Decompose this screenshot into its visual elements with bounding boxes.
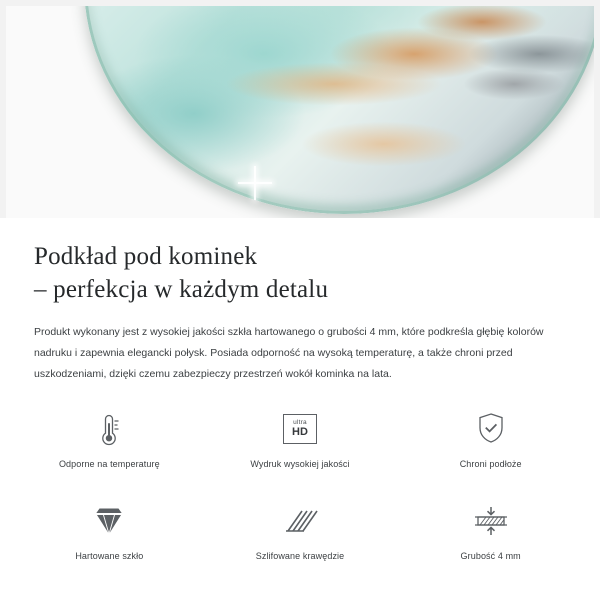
- feature-label: Hartowane szkło: [75, 551, 144, 561]
- board-edge: [84, 6, 594, 214]
- ultra-hd-badge-top: ultra: [293, 418, 307, 426]
- hero-image: [0, 0, 600, 218]
- feature-item-tempered-glass: [14, 499, 205, 585]
- page-title: [34, 240, 566, 306]
- feature-item-temperature: [14, 407, 205, 493]
- feature-label: Odporne na temperaturę: [58, 459, 160, 469]
- polished-edges-icon: [282, 499, 318, 543]
- headline-line-1: Podkład pod kominek: [34, 243, 258, 270]
- feature-label: Wydruk wysokiej jakości: [250, 459, 350, 469]
- diamond-icon: [89, 499, 129, 543]
- ultra-hd-icon: [283, 407, 317, 451]
- description-paragraph: Produkt wykonany jest z wysokiej jakości szkła hartowanego o grubości 4 mm, które podkreśla głębię kolorów nadruku i zapewnia elegancki połysk. Posiada odporność na wysoką temperaturę, a także chroni przed uszkodzeniami, dzięki czemu zabezpieczy przestrzeń wokół kominka na lata.: [34, 326, 544, 380]
- glass-board-image: [84, 6, 594, 214]
- text-content: [0, 218, 600, 385]
- feature-item-protection: [395, 407, 586, 493]
- thermometer-icon: [92, 407, 126, 451]
- feature-item-thickness: [395, 499, 586, 585]
- feature-item-polished-edges: [205, 499, 396, 585]
- feature-item-print-quality: [205, 407, 396, 493]
- shield-check-icon: [473, 407, 509, 451]
- feature-grid: [0, 407, 600, 585]
- feature-label: Szlifowane krawędzie: [255, 551, 345, 561]
- thickness-arrows-icon: [471, 499, 511, 543]
- headline-line-2: – perfekcja w każdym detalu: [34, 276, 329, 303]
- hero-inner: [6, 6, 594, 218]
- feature-label: Grubość 4 mm: [460, 551, 521, 561]
- ultra-hd-badge-bottom: HD: [292, 426, 308, 439]
- feature-label: Chroni podłoże: [459, 459, 522, 469]
